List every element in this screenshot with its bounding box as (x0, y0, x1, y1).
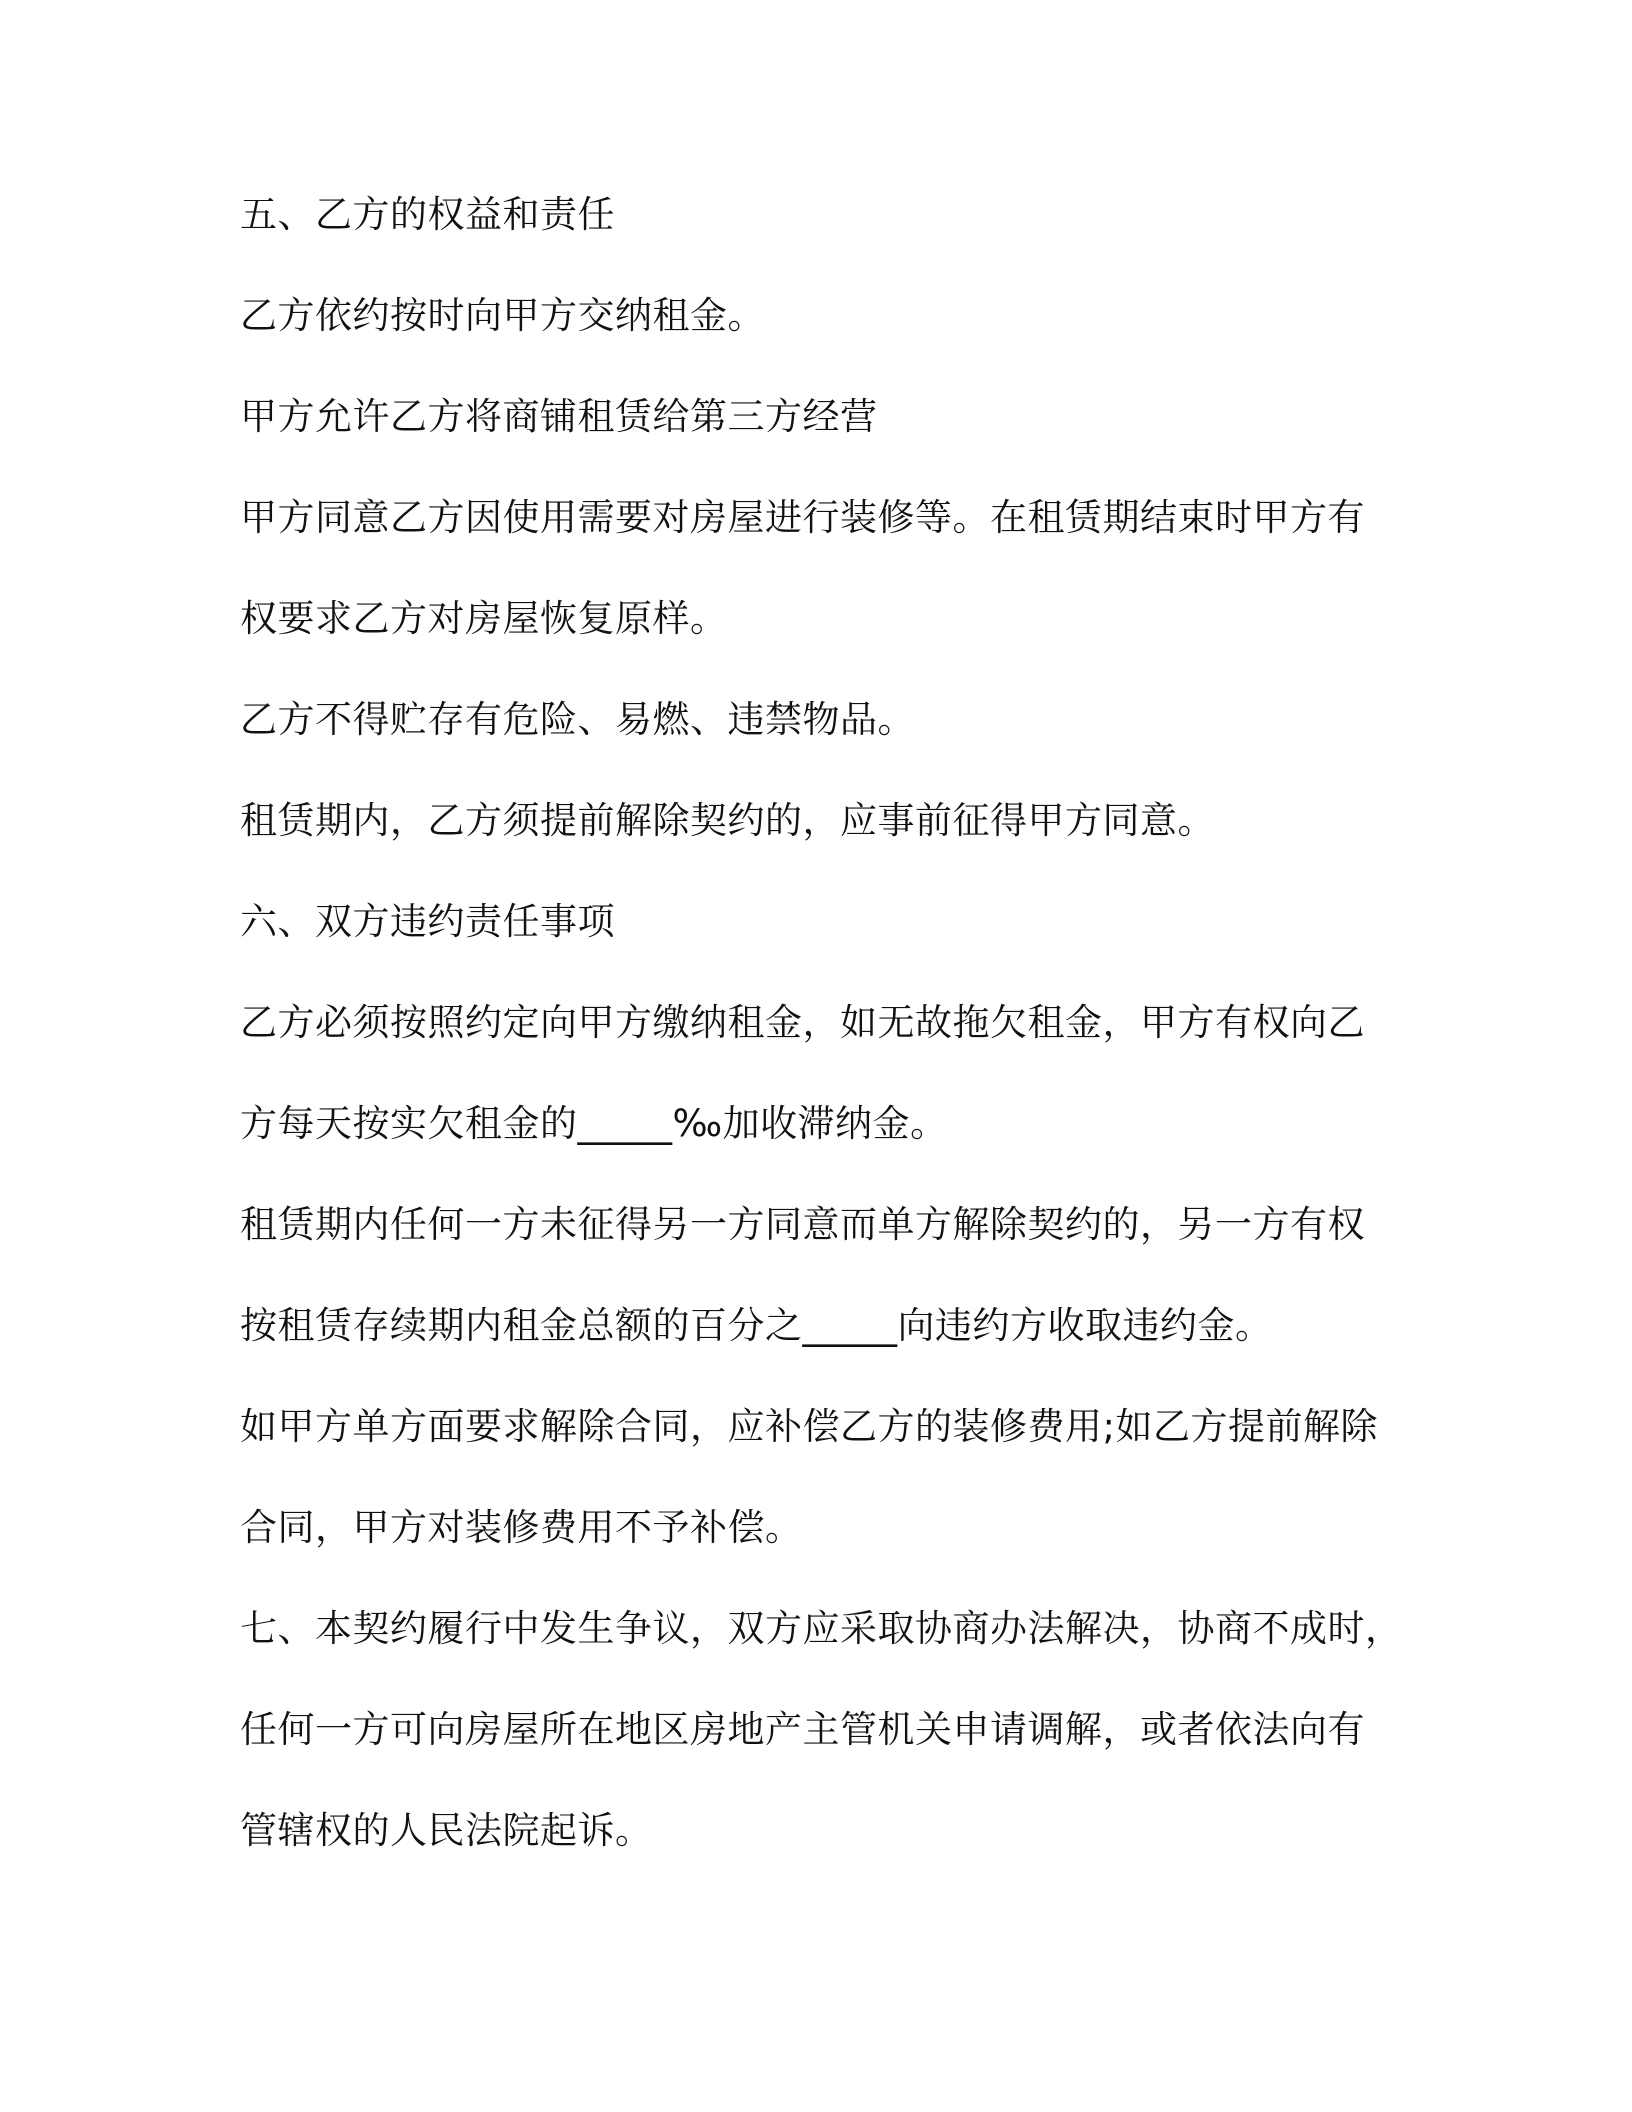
paragraph-line: 甲方同意乙方因使用需要对房屋进行装修等。在租赁期结束时甲方有 (240, 496, 1365, 539)
paragraph-line: 甲方允许乙方将商铺租赁给第三方经营 (240, 395, 878, 438)
paragraph-line: 如甲方单方面要求解除合同，应补偿乙方的装修费用;如乙方提前解除 (240, 1405, 1378, 1448)
paragraph-line: 按租赁存续期内租金总额的百分之_____向违约方收取违约金。 (240, 1304, 1273, 1347)
paragraph-line: 乙方依约按时向甲方交纳租金。 (240, 294, 765, 337)
paragraph-line: 权要求乙方对房屋恢复原样。 (240, 597, 728, 640)
section-heading-6: 六、双方违约责任事项 (240, 900, 615, 943)
document-body (240, 180, 1403, 1897)
paragraph-line: 租赁期内，乙方须提前解除契约的，应事前征得甲方同意。 (240, 799, 1215, 842)
paragraph-line: 租赁期内任何一方未征得另一方同意而单方解除契约的，另一方有权 (240, 1203, 1365, 1246)
paragraph-line: 方每天按实欠租金的_____‰加收滞纳金。 (240, 1102, 948, 1145)
paragraph-line: 合同，甲方对装修费用不予补偿。 (240, 1506, 803, 1549)
paragraph-line: 乙方不得贮存有危险、易燃、违禁物品。 (240, 698, 915, 741)
paragraph-line: 乙方必须按照约定向甲方缴纳租金，如无故拖欠租金，甲方有权向乙 (240, 1001, 1365, 1044)
paragraph-line: 管辖权的人民法院起诉。 (240, 1809, 653, 1852)
section-heading-5: 五、乙方的权益和责任 (240, 193, 615, 236)
section-heading-7: 七、本契约履行中发生争议，双方应采取协商办法解决，协商不成时， (240, 1607, 1403, 1650)
paragraph-line: 任何一方可向房屋所在地区房地产主管机关申请调解，或者依法向有 (240, 1708, 1365, 1751)
